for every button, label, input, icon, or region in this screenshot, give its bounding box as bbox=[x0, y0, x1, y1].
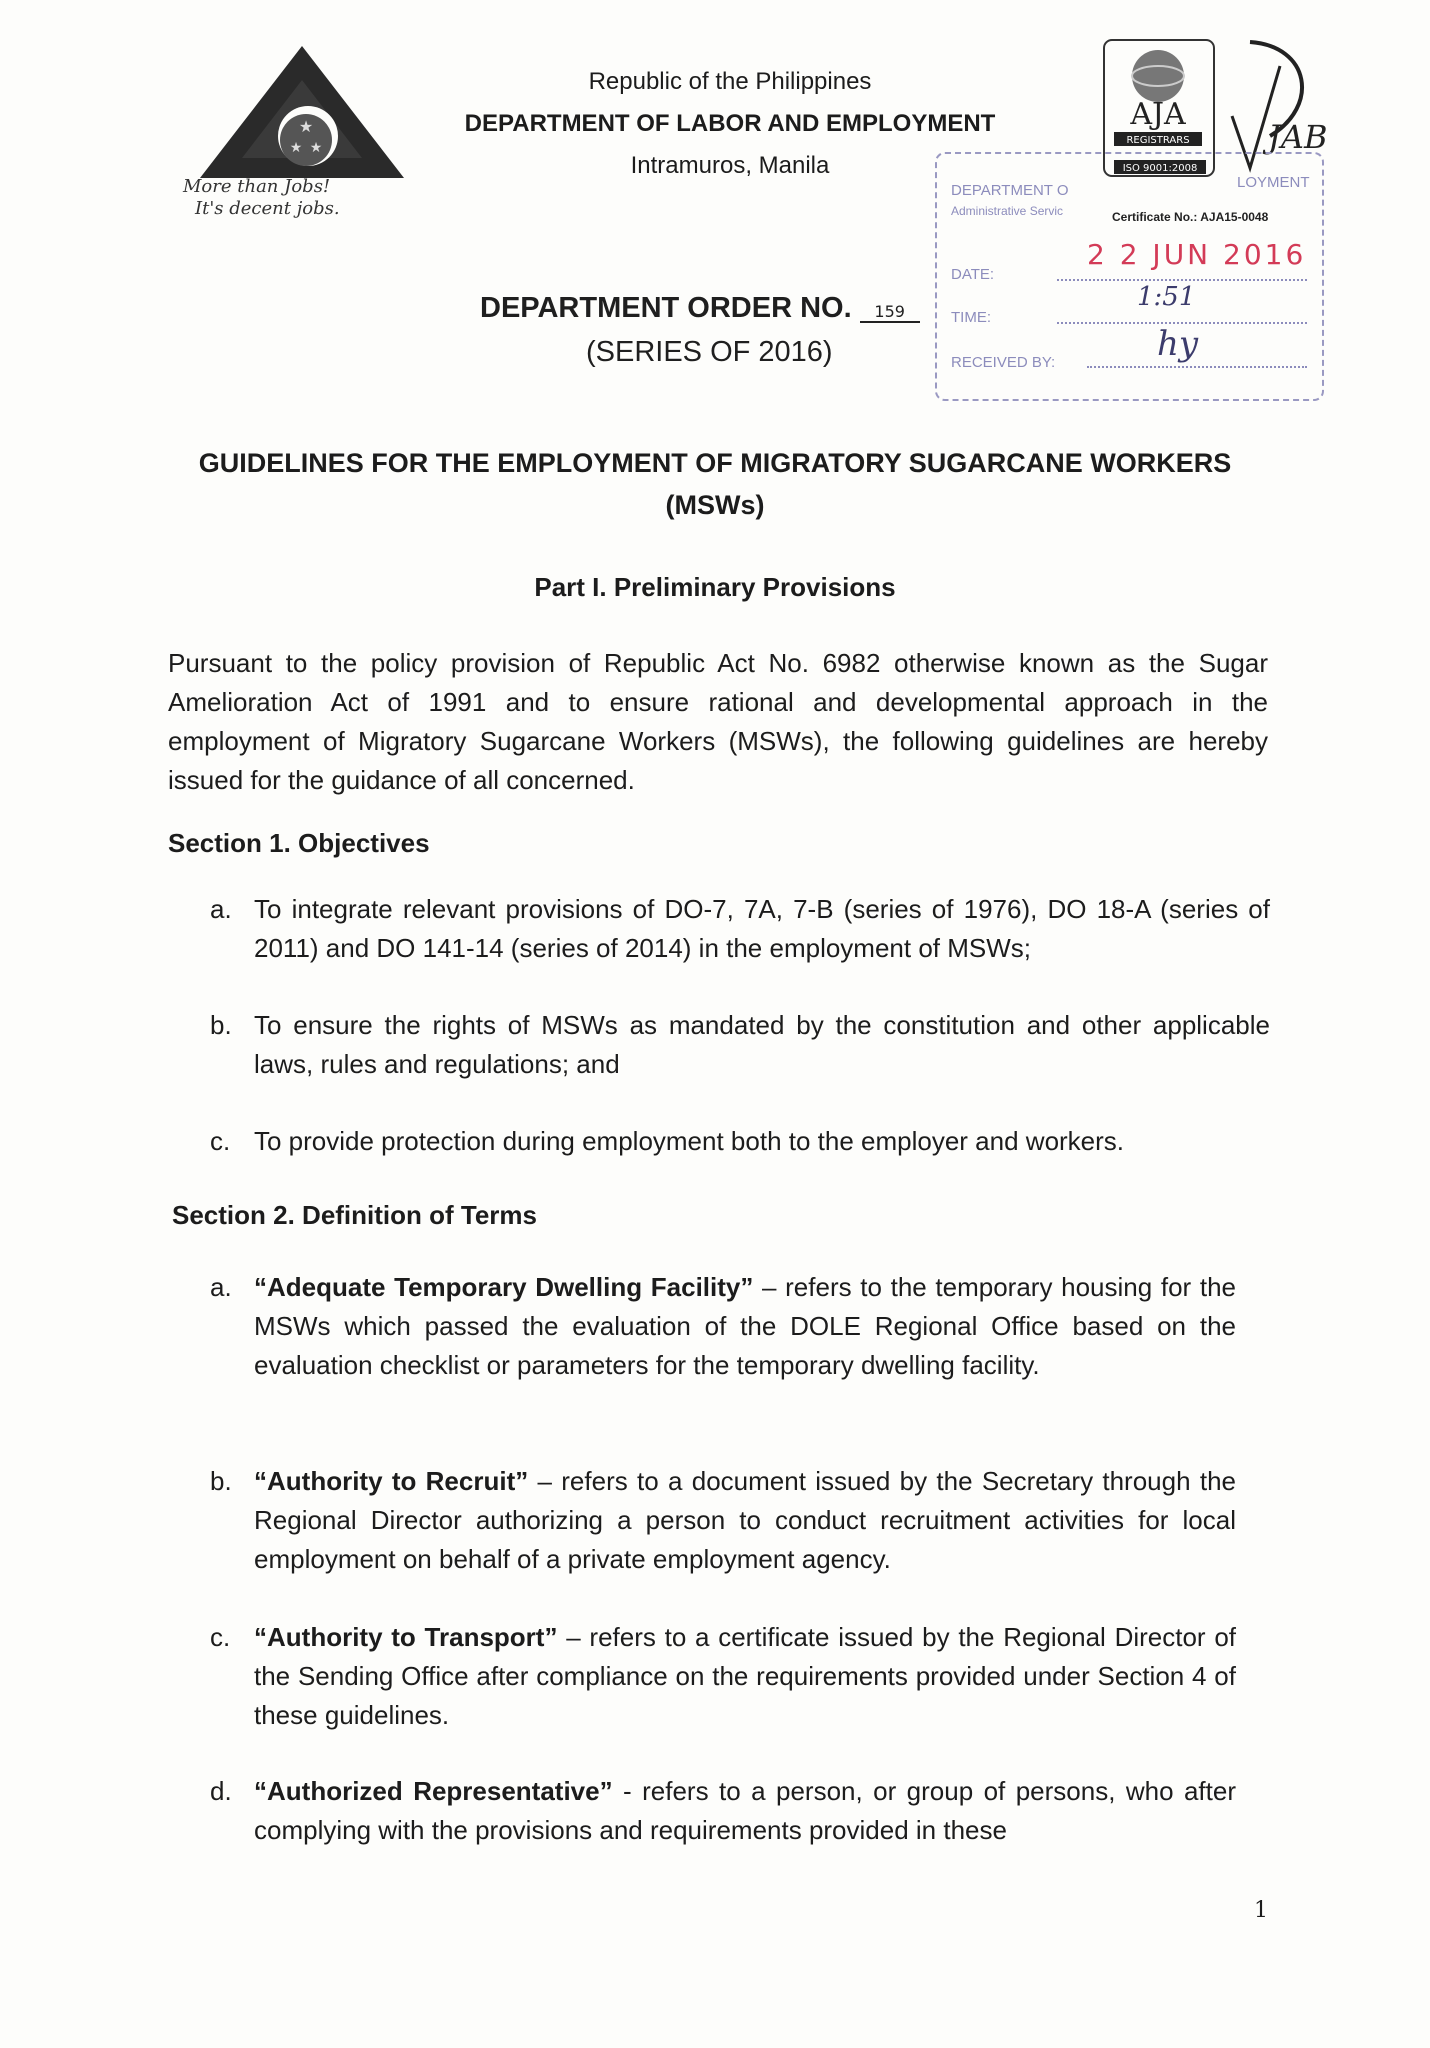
objective-item bbox=[210, 1006, 1270, 1084]
definition-body: – refers to a certificate issued by the Regional Director of the Sending Office after compliance on the requirements provided under Section 4 of these guidelines. bbox=[254, 1622, 1236, 1730]
stamp-admin-text: Administrative Servic bbox=[951, 204, 1064, 218]
objective-item bbox=[210, 890, 1270, 968]
registrars-text: REGISTRARS bbox=[1126, 135, 1190, 146]
intro-paragraph: Pursuant to the policy provision of Republic Act No. 6982 otherwise known as the Sugar Amelioration Act of 1991 and to ensure rational and developmental approach in the employment of Migratory Sugarcane Workers (MSWs), the following guidelines are hereby issued for the guidance of all concerned. bbox=[168, 648, 1268, 795]
list-marker: a. bbox=[210, 1272, 232, 1302]
definition-body: – refers to a document issued by the Secretary through the Regional Director authorizing a person to conduct recruitment activities for local employment on behalf of a private employment agency. bbox=[254, 1466, 1236, 1574]
definition-term: “Authorized Representative” bbox=[254, 1776, 613, 1806]
definition-text bbox=[254, 1462, 1236, 1579]
list-marker: c. bbox=[210, 1622, 231, 1652]
svg-text:★: ★ bbox=[309, 140, 323, 156]
header-department: DEPARTMENT OF LABOR AND EMPLOYMENT bbox=[464, 110, 996, 137]
objective-text: To provide protection during employment both to the employer and workers. bbox=[254, 1126, 1125, 1156]
definition-item bbox=[210, 1462, 1236, 1579]
stamp-received-label: RECEIVED BY: bbox=[951, 354, 1056, 371]
iso-text: ISO 9001:2008 bbox=[1122, 163, 1198, 174]
objective-text: To ensure the rights of MSWs as mandated by the constitution and other applicable laws, rules and regulations; and bbox=[254, 1010, 1270, 1079]
definition-text bbox=[254, 1618, 1236, 1735]
svg-text:★: ★ bbox=[289, 140, 303, 156]
list-marker: b. bbox=[210, 1010, 232, 1040]
order-series: (SERIES OF 2016) bbox=[586, 336, 833, 368]
tagline-line-1: More than Jobs! bbox=[183, 176, 331, 197]
stamp-signature: hy bbox=[1157, 324, 1199, 364]
definition-text bbox=[254, 1772, 1236, 1850]
jab-text: JAB bbox=[1268, 118, 1328, 156]
objective-text: To integrate relevant provisions of DO-7, 7A, 7-B (series of 1976), DO 18-A (series of 2011) and DO 141-14 (series of 2014) in the employment of MSWs; bbox=[254, 894, 1270, 963]
part-heading: Part I. Preliminary Provisions bbox=[534, 572, 896, 602]
department-order-title bbox=[480, 292, 920, 325]
logo-tagline bbox=[183, 176, 413, 220]
received-stamp bbox=[935, 152, 1324, 401]
date-line bbox=[1057, 279, 1307, 281]
definition-term: “Authority to Transport” bbox=[254, 1622, 558, 1652]
stamp-employment-text: LOYMENT bbox=[1237, 174, 1310, 191]
definition-text bbox=[254, 1268, 1236, 1385]
stamp-date-value: 2 2 JUN 2016 bbox=[1087, 238, 1307, 271]
definition-item bbox=[210, 1268, 1236, 1385]
section-1-heading: Section 1. Objectives bbox=[168, 828, 430, 858]
definition-term: “Adequate Temporary Dwelling Facility” bbox=[254, 1272, 754, 1302]
stamp-date-label: DATE: bbox=[951, 266, 995, 283]
section-2-heading: Section 2. Definition of Terms bbox=[172, 1200, 538, 1230]
received-line bbox=[1087, 366, 1307, 368]
stamp-dept-text: DEPARTMENT O bbox=[951, 182, 1069, 199]
objective-item bbox=[210, 1122, 1270, 1161]
svg-text:★: ★ bbox=[298, 117, 314, 136]
definition-term: “Authority to Recruit” bbox=[254, 1466, 529, 1496]
document-title-line-2: (MSWs) bbox=[665, 490, 765, 520]
document-title-line-1: GUIDELINES FOR THE EMPLOYMENT OF MIGRATORY SUGARCANE WORKERS bbox=[198, 448, 1232, 478]
definition-body: - refers to a person, or group of persons, who after complying with the provisions and requirements provided in these bbox=[254, 1776, 1237, 1845]
stamp-time-value: 1:51 bbox=[1137, 282, 1196, 312]
certificate-number: Certificate No.: AJA15-0048 bbox=[1112, 210, 1269, 224]
list-marker: c. bbox=[210, 1126, 231, 1156]
header-republic: Republic of the Philippines bbox=[588, 68, 872, 95]
aja-text: AJA bbox=[1130, 97, 1186, 132]
tagline-line-2: It's decent jobs. bbox=[195, 198, 340, 219]
list-marker: b. bbox=[210, 1466, 232, 1496]
stamp-time-label: TIME: bbox=[951, 309, 991, 326]
definition-item bbox=[210, 1772, 1236, 1850]
header-location: Intramuros, Manila bbox=[630, 152, 830, 179]
definition-item bbox=[210, 1618, 1236, 1735]
page-number: 1 bbox=[1254, 1898, 1268, 1923]
list-marker: a. bbox=[210, 894, 232, 924]
definition-body: – refers to the temporary housing for the MSWs which passed the evaluation of the DOLE Regional Office based on the evaluation checklist or parameters for the temporary dwelling facility. bbox=[254, 1272, 1236, 1380]
order-title-text: DEPARTMENT ORDER NO. bbox=[480, 292, 852, 324]
order-number: 159 bbox=[860, 302, 920, 323]
list-marker: d. bbox=[210, 1776, 232, 1806]
